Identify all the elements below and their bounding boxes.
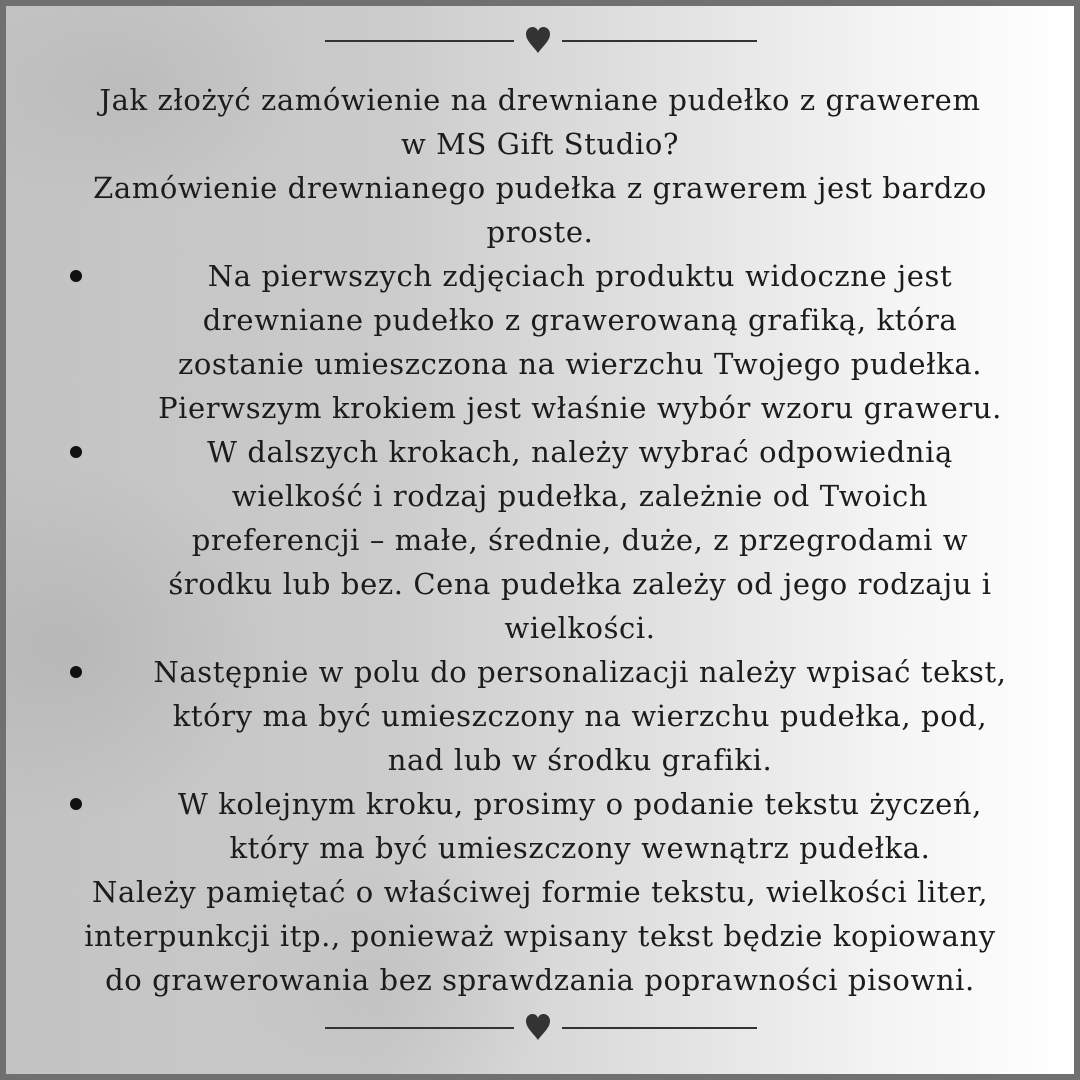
intro-line: proste. xyxy=(486,215,594,249)
bullet-icon xyxy=(70,270,82,282)
page-frame xyxy=(6,6,1074,1074)
bullet-icon xyxy=(70,798,82,810)
heart-icon xyxy=(525,1013,551,1041)
list-item-step-2 xyxy=(6,430,1074,650)
step-line: Pierwszym krokiem jest właśnie wybór wzoru graweru. xyxy=(158,391,1002,425)
intro-line: Zamówienie drewnianego pudełka z grawerem jest bardzo xyxy=(93,171,987,205)
step-line: który ma być umieszczony na wierzchu pudełka, pod, xyxy=(172,699,988,733)
step-line: Na pierwszych zdjęciach produktu widoczne jest xyxy=(207,259,953,293)
divider-line-left xyxy=(325,1027,514,1029)
top-ornament-divider xyxy=(6,26,1074,56)
note-line: do grawerowania bez sprawdzania poprawności pisowni. xyxy=(105,963,975,997)
list-item-step-1 xyxy=(6,254,1074,430)
step-line: który ma być umieszczony wewnątrz pudełka. xyxy=(229,831,931,865)
page-title xyxy=(6,78,1074,166)
step-line: środku lub bez. Cena pudełka zależy od jego rodzaju i xyxy=(168,567,992,601)
intro-paragraph xyxy=(6,166,1074,254)
step-line: zostanie umieszczona na wierzchu Twojego pudełka. xyxy=(177,347,983,381)
bullet-icon xyxy=(70,446,82,458)
bullet-icon xyxy=(70,666,82,678)
note-paragraph xyxy=(6,870,1074,1002)
step-line: Następnie w polu do personalizacji należy wpisać tekst, xyxy=(153,655,1007,689)
list-item-step-3 xyxy=(6,650,1074,782)
step-line: drewniane pudełko z grawerowaną grafiką, która xyxy=(202,303,958,337)
step-line: preferencji – małe, średnie, duże, z przegrodami w xyxy=(191,523,969,557)
bottom-ornament-divider xyxy=(6,1013,1074,1043)
instructions-content xyxy=(6,78,1074,1002)
steps-list xyxy=(6,254,1074,870)
note-line: interpunkcji itp., ponieważ wpisany tekst będzie kopiowany xyxy=(84,919,996,953)
step-line: wielkości. xyxy=(504,611,656,645)
list-item-step-4 xyxy=(6,782,1074,870)
divider-line-left xyxy=(325,40,514,42)
note-line: Należy pamiętać o właściwej formie tekstu, wielkości liter, xyxy=(91,875,989,909)
title-line: Jak złożyć zamówienie na drewniane pudełko z grawerem xyxy=(99,83,981,117)
step-line: W dalszych krokach, należy wybrać odpowiednią xyxy=(207,435,953,469)
divider-line-right xyxy=(562,1027,757,1029)
step-line: W kolejnym kroku, prosimy o podanie tekstu życzeń, xyxy=(178,787,982,821)
step-line: wielkość i rodzaj pudełka, zależnie od Twoich xyxy=(231,479,929,513)
heart-icon xyxy=(525,26,551,54)
title-line: w MS Gift Studio? xyxy=(400,127,680,161)
step-line: nad lub w środku grafiki. xyxy=(387,743,773,777)
divider-line-right xyxy=(562,40,757,42)
